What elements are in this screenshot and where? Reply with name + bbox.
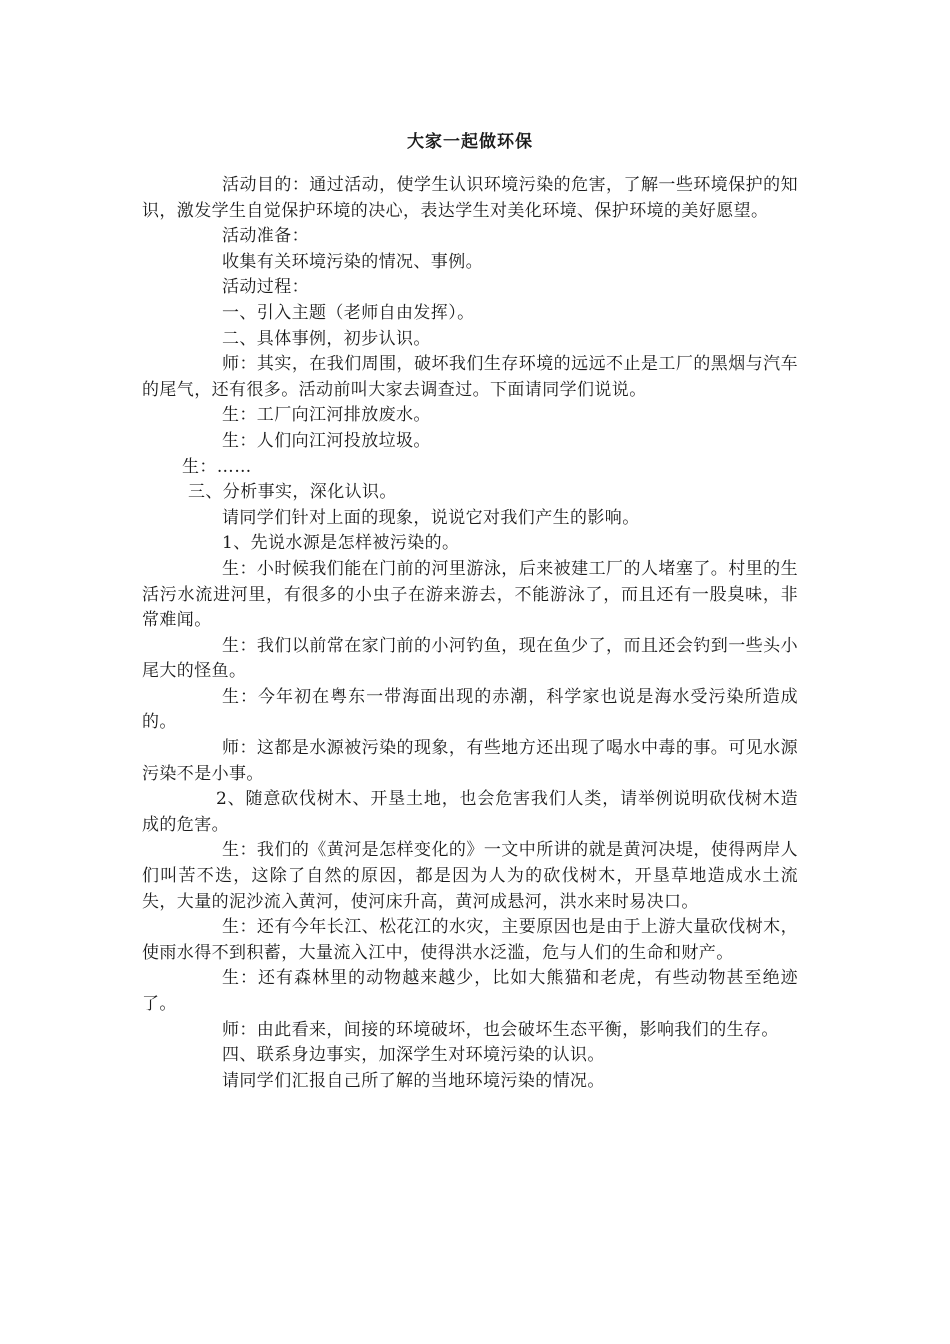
paragraph-discuss-impact: 请同学们针对上面的现象，说说它对我们产生的影响。 [222,507,640,528]
paragraph-step-three: 三、分析事实，深化认识。 [188,482,397,503]
paragraph-preparation: 收集有关环境污染的情况、事例。 [222,251,483,272]
paragraph-teacher-water: 师：这都是水源被污染的现象，有些地方还出现了喝水中毒的事。可见水源污染不是小事。 [142,738,798,784]
paragraph-water-heading: 1、先说水源是怎样被污染的。 [222,533,460,554]
paragraph-trees-heading: 2、随意砍伐树木、开垦土地，也会危害我们人类，请举例说明砍伐树木造成的危害。 [142,789,798,835]
paragraph-student-river: 生：小时候我们能在门前的河里游泳，后来被建工厂的人堵塞了。村里的生活污水流进河里，有很多的小虫子在游来游去，不能游泳了，而且还有一股臭味，非常难闻。 [142,558,798,631]
paragraph-step-one: 一、引入主题（老师自由发挥）。 [222,302,475,323]
paragraph-process-heading: 活动过程： [222,277,309,298]
paragraph-student-ellipsis: 生：…… [182,456,252,477]
paragraph-student-floods: 生：还有今年长江、松花江的水灾，主要原因也是由于上游大量砍伐树木，使雨水得不到积蓄，大量流入江中，使得洪水泛滥，危与人们的生命和财产。 [142,917,798,963]
paragraph-preparation-heading: 活动准备： [222,226,309,247]
paragraph-step-four: 四、联系身边事实，加深学生对环境污染的认识。 [222,1045,605,1066]
paragraph-student-animals: 生：还有森林里的动物越来越少，比如大熊猫和老虎，有些动物甚至绝迹了。 [142,968,798,1014]
paragraph-student-red-tide: 生：今年初在粤东一带海面出现的赤潮，科学家也说是海水受污染所造成的。 [142,686,798,733]
paragraph-student-factory: 生：工厂向江河排放废水。 [222,405,431,426]
paragraph-step-two: 二、具体事例，初步认识。 [222,328,431,349]
paragraph-student-fishing: 生：我们以前常在家门前的小河钓鱼，现在鱼少了，而且还会钓到一些头小尾大的怪鱼。 [142,635,798,682]
paragraph-report-local: 请同学们汇报自己所了解的当地环境污染的情况。 [222,1070,605,1091]
paragraph-teacher-ecology: 师：由此看来，间接的环境破坏，也会破坏生态平衡，影响我们的生存。 [222,1019,779,1040]
paragraph-student-yellow-river: 生：我们的《黄河是怎样变化的》一文中所讲的就是黄河决堤，使得两岸人们叫苦不迭，这除了自然的原因，都是因为人为的砍伐树木，开垦草地造成水土流失，大量的泥沙流入黄河，使河床升高，黄河成悬河，洪水来时易决口。 [142,840,798,912]
document-body [142,173,798,1094]
paragraph-activity-goal: 活动目的：通过活动，使学生认识环境污染的危害，了解一些环境保护的知识，激发学生自觉保护环境的决心，表达学生对美化环境、保护环境的美好愿望。 [142,175,798,221]
paragraph-teacher-intro: 师：其实，在我们周围，破坏我们生存环境的远远不止是工厂的黑烟与汽车的尾气，还有很多。活动前叫大家去调查过。下面请同学们说说。 [142,354,798,400]
document-title: 大家一起做环保 [407,132,533,152]
paragraph-student-garbage: 生：人们向江河投放垃圾。 [222,430,431,451]
